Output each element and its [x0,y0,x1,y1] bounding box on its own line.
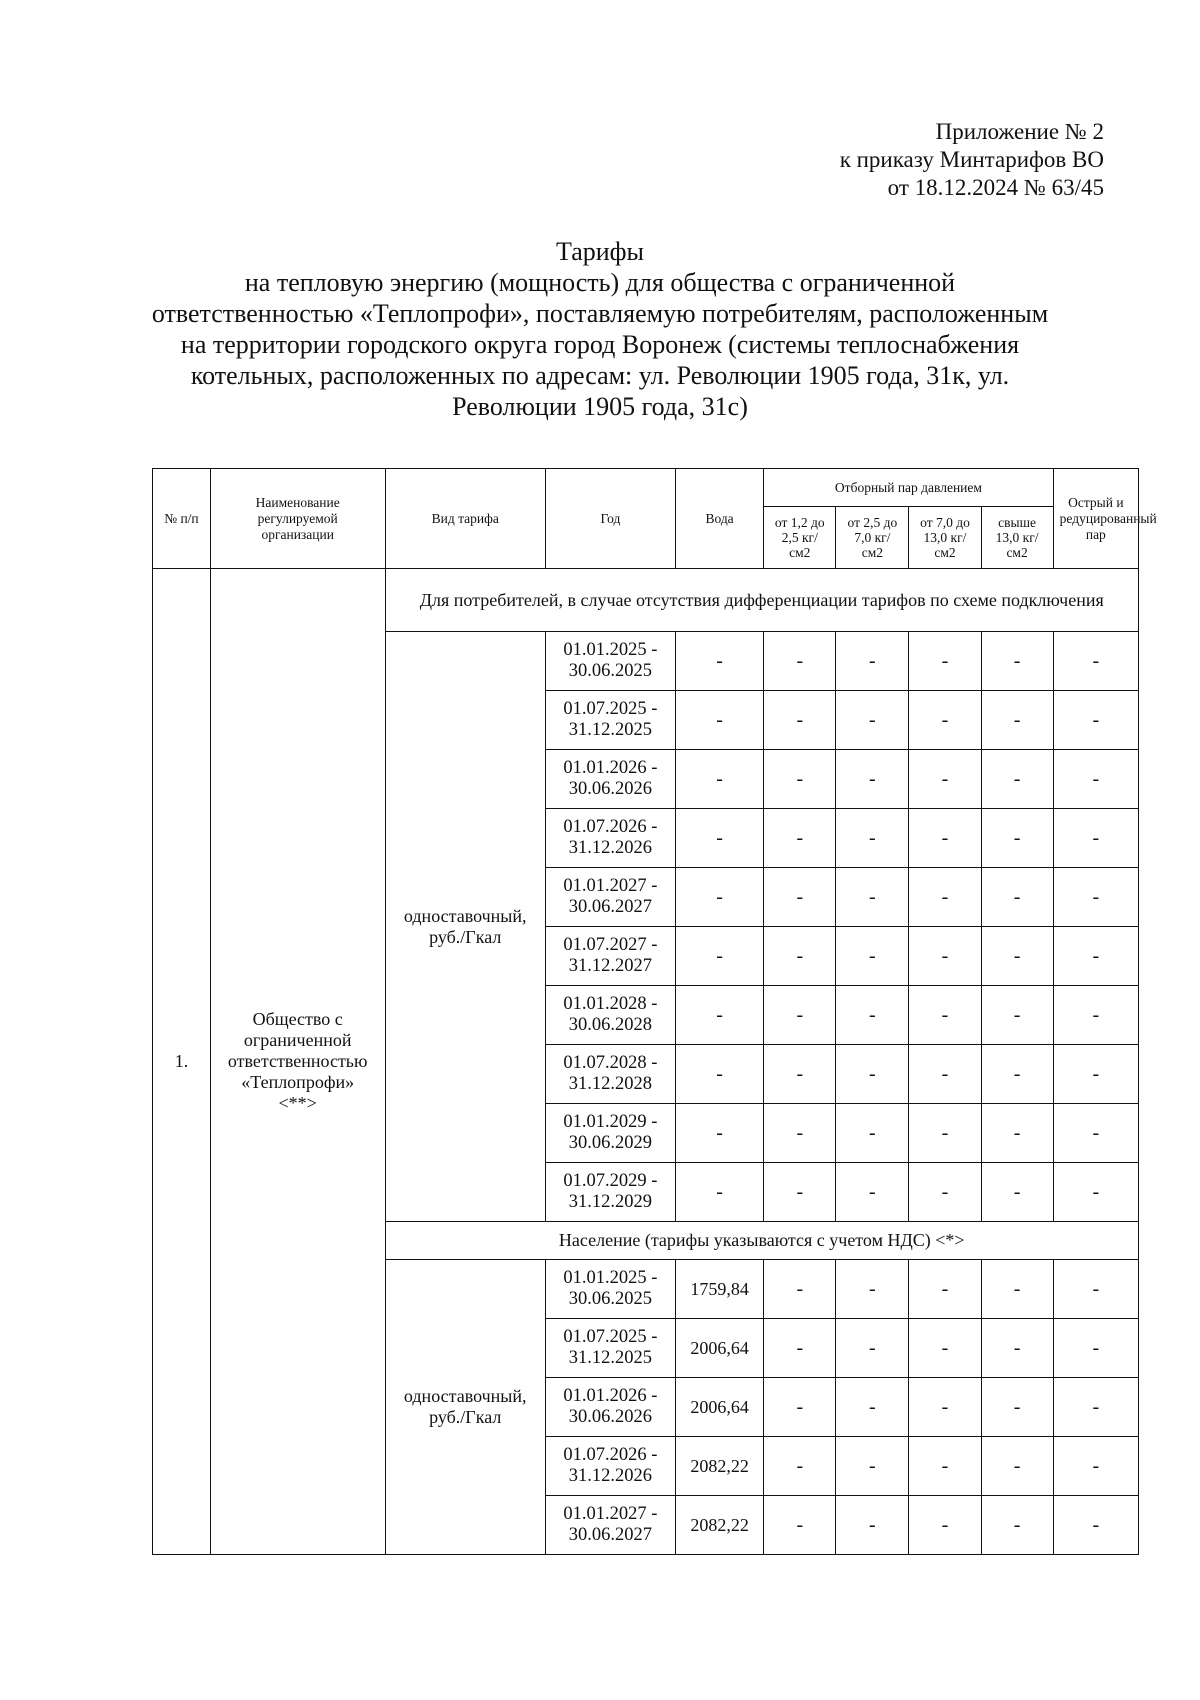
section-title-general: Для потребителей, в случае отсутствия дифференциации тарифов по схеме подключения [385,569,1138,632]
document-title [150,236,1050,422]
period-cell: 01.01.2025 - 30.06.2025 [545,1260,675,1319]
steam-2-value: - [836,1319,909,1378]
steam-1-value: - [764,986,836,1045]
header-water: Вода [675,469,763,569]
steam-4-value: - [981,868,1053,927]
sharp-steam-value: - [1053,1319,1138,1378]
title-subtitle: на тепловую энергию (мощность) для общества с ограниченной ответственностью «Теплопрофи», поставляемую потребителям, расположенным на территории городского округа город Воронеж (системы теплоснабжения котельных, расположенных по адресам: ул. Революции 1905 года, 31к, ул. Революции 1905 года, 31с) [151,268,1049,421]
appendix-number: Приложение № 2 [935,119,1104,144]
steam-3-value: - [909,1260,981,1319]
period-cell: 01.07.2027 - 31.12.2027 [545,927,675,986]
steam-2-value: - [836,1437,909,1496]
appendix-reference [840,118,1104,202]
steam-1-value: - [764,1163,836,1222]
steam-1-value: - [764,691,836,750]
water-value: - [675,691,763,750]
header-steam-3: от 7,0 до 13,0 кг/см2 [909,507,981,569]
steam-3-value: - [909,750,981,809]
header-year: Год [545,469,675,569]
sharp-steam-value: - [1053,1163,1138,1222]
water-value: 1759,84 [675,1260,763,1319]
water-value: 2006,64 [675,1319,763,1378]
sharp-steam-value: - [1053,1496,1138,1555]
steam-2-value: - [836,986,909,1045]
steam-3-value: - [909,1319,981,1378]
steam-2-value: - [836,1045,909,1104]
steam-1-value: - [764,1378,836,1437]
steam-2-value: - [836,1496,909,1555]
sharp-steam-value: - [1053,809,1138,868]
steam-3-value: - [909,1104,981,1163]
water-value: 2082,22 [675,1496,763,1555]
steam-4-value: - [981,1045,1053,1104]
steam-2-value: - [836,868,909,927]
steam-4-value: - [981,750,1053,809]
steam-1-value: - [764,1260,836,1319]
steam-4-value: - [981,927,1053,986]
steam-4-value: - [981,1437,1053,1496]
steam-4-value: - [981,1260,1053,1319]
water-value: - [675,1045,763,1104]
period-cell: 01.01.2028 - 30.06.2028 [545,986,675,1045]
org-name: Общество с ограниченной ответственностью «Теплопрофи» <**> [210,569,385,1555]
sharp-steam-value: - [1053,868,1138,927]
period-cell: 01.07.2025 - 31.12.2025 [545,1319,675,1378]
steam-4-value: - [981,632,1053,691]
steam-4-value: - [981,809,1053,868]
header-num: № п/п [153,469,211,569]
steam-4-value: - [981,1378,1053,1437]
steam-2-value: - [836,1260,909,1319]
steam-3-value: - [909,1437,981,1496]
header-org: Наименование регулируемой организации [210,469,385,569]
sharp-steam-value: - [1053,632,1138,691]
appendix-order: к приказу Минтарифов ВО [839,147,1104,172]
steam-1-value: - [764,1104,836,1163]
period-cell: 01.07.2026 - 31.12.2026 [545,1437,675,1496]
header-steam-4: свыше 13,0 кг/см2 [981,507,1053,569]
steam-1-value: - [764,868,836,927]
header-steam-group: Отборный пар давлением [764,469,1053,507]
steam-1-value: - [764,1437,836,1496]
period-cell: 01.01.2026 - 30.06.2026 [545,750,675,809]
water-value: - [675,868,763,927]
steam-1-value: - [764,1045,836,1104]
steam-2-value: - [836,1104,909,1163]
water-value: 2006,64 [675,1378,763,1437]
water-value: - [675,809,763,868]
steam-1-value: - [764,632,836,691]
period-cell: 01.01.2027 - 30.06.2027 [545,868,675,927]
period-cell: 01.07.2029 - 31.12.2029 [545,1163,675,1222]
steam-2-value: - [836,691,909,750]
table-body [153,569,1139,1555]
steam-4-value: - [981,1496,1053,1555]
sharp-steam-value: - [1053,1104,1138,1163]
steam-3-value: - [909,1163,981,1222]
steam-2-value: - [836,1378,909,1437]
period-cell: 01.01.2025 - 30.06.2025 [545,632,675,691]
steam-2-value: - [836,809,909,868]
water-value: - [675,750,763,809]
sharp-steam-value: - [1053,1045,1138,1104]
steam-4-value: - [981,986,1053,1045]
water-value: - [675,927,763,986]
sharp-steam-value: - [1053,927,1138,986]
period-cell: 01.07.2028 - 31.12.2028 [545,1045,675,1104]
steam-1-value: - [764,750,836,809]
steam-3-value: - [909,1378,981,1437]
steam-3-value: - [909,868,981,927]
steam-4-value: - [981,1104,1053,1163]
steam-4-value: - [981,1163,1053,1222]
tariff-kind-general: одноставочный, руб./Гкал [385,632,545,1222]
steam-1-value: - [764,809,836,868]
header-kind: Вид тарифа [385,469,545,569]
steam-3-value: - [909,1496,981,1555]
steam-4-value: - [981,691,1053,750]
row-number: 1. [153,569,211,1555]
sharp-steam-value: - [1053,1260,1138,1319]
period-cell: 01.07.2025 - 31.12.2025 [545,691,675,750]
section-title-population: Население (тарифы указываются с учетом НДС) <*> [385,1222,1138,1260]
steam-2-value: - [836,632,909,691]
sharp-steam-value: - [1053,750,1138,809]
sharp-steam-value: - [1053,1437,1138,1496]
header-sharp-steam: Острый и редуцированный пар [1053,469,1138,569]
water-value: - [675,986,763,1045]
water-value: - [675,1163,763,1222]
tariff-kind-population: одноставочный, руб./Гкал [385,1260,545,1555]
steam-2-value: - [836,750,909,809]
steam-4-value: - [981,1319,1053,1378]
steam-2-value: - [836,927,909,986]
appendix-date: от 18.12.2024 № 63/45 [887,175,1104,200]
period-cell: 01.01.2027 - 30.06.2027 [545,1496,675,1555]
period-cell: 01.07.2026 - 31.12.2026 [545,809,675,868]
period-cell: 01.01.2026 - 30.06.2026 [545,1378,675,1437]
steam-1-value: - [764,1496,836,1555]
steam-3-value: - [909,632,981,691]
steam-3-value: - [909,986,981,1045]
steam-1-value: - [764,927,836,986]
table-header [153,469,1157,569]
header-steam-1: от 1,2 до 2,5 кг/см2 [764,507,836,569]
sharp-steam-value: - [1053,1378,1138,1437]
header-steam-2: от 2,5 до 7,0 кг/см2 [836,507,909,569]
period-cell: 01.01.2029 - 30.06.2029 [545,1104,675,1163]
steam-3-value: - [909,927,981,986]
steam-3-value: - [909,809,981,868]
tariffs-table [152,468,1157,1555]
sharp-steam-value: - [1053,691,1138,750]
steam-2-value: - [836,1163,909,1222]
water-value: - [675,1104,763,1163]
water-value: 2082,22 [675,1437,763,1496]
sharp-steam-value: - [1053,986,1138,1045]
steam-1-value: - [764,1319,836,1378]
water-value: - [675,632,763,691]
steam-3-value: - [909,691,981,750]
steam-3-value: - [909,1045,981,1104]
title-heading: Тарифы [555,237,644,266]
